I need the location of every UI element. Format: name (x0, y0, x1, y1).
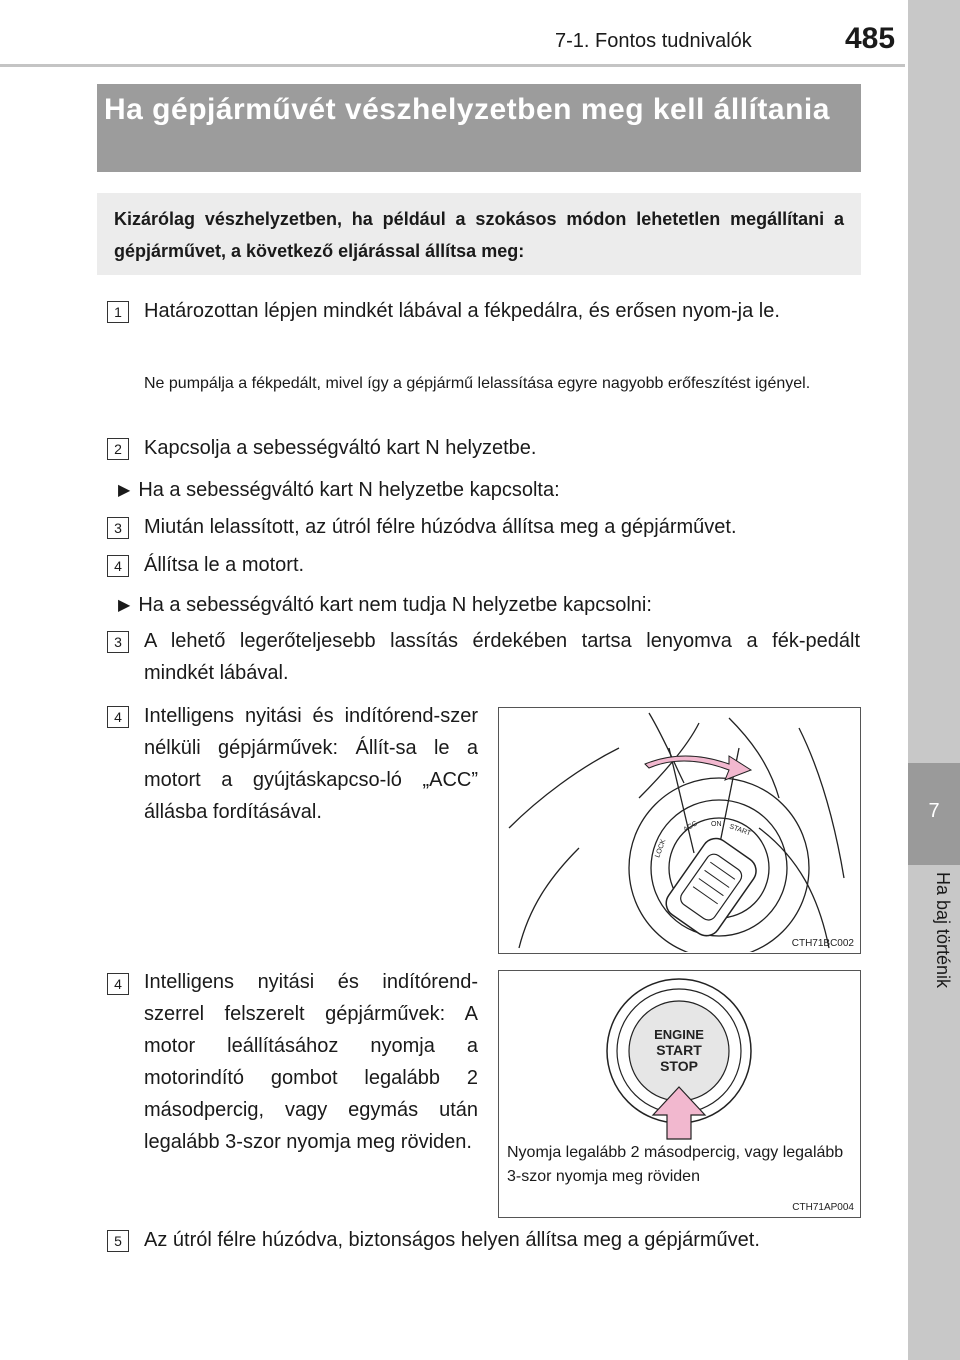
step-text: Az útról félre húzódva, biztonságos helyen állítsa meg a gépjárművet. (144, 1229, 760, 1251)
condition-heading: ▶ Ha a sebességváltó kart nem tudja N helyzetbe kapcsolni: (118, 594, 652, 616)
header-divider (0, 64, 905, 67)
step-number-badge: 3 (107, 631, 129, 653)
button-label-stop: STOP (660, 1058, 698, 1074)
button-label-engine: ENGINE (654, 1027, 704, 1042)
step-text: Miután lelassított, az útról félre húzódva állítsa meg a gépjárművet. (144, 516, 737, 538)
button-label-start: START (656, 1042, 702, 1058)
step-number-badge: 4 (107, 706, 129, 728)
step-text: Állítsa le a motort. (144, 554, 305, 576)
ignition-switch-figure (498, 707, 861, 954)
step-text: Kapcsolja a sebességváltó kart N helyzetbe. (144, 437, 537, 459)
side-section-label: Ha baj történik (933, 872, 953, 989)
triangle-bullet-icon: ▶ (118, 482, 131, 499)
step-number-badge: 2 (107, 438, 129, 460)
side-thumb-strip (908, 0, 960, 1360)
figure-caption: Nyomja legalább 2 másodpercig, vagy legalább 3-szor nyomja meg röviden (507, 1144, 844, 1185)
step-number-badge: 4 (107, 973, 129, 995)
step-number-badge: 3 (107, 517, 129, 539)
engine-start-button-figure (498, 970, 861, 1218)
switch-label-start: START (728, 823, 752, 838)
triangle-bullet-icon: ▶ (118, 597, 131, 614)
side-chapter-number: 7 (928, 800, 940, 822)
section-title: Ha gépjárművét vészhelyzetben meg kell állítania (104, 93, 830, 126)
step-number-badge: 4 (107, 555, 129, 577)
step-note: Ne pumpálja a fékpedált, mivel így a gépjármű lelassítása egyre nagyobb erőfeszítést igényel. (144, 375, 811, 392)
figure-code: CTH71BC002 (791, 938, 854, 949)
condition-heading: ▶ Ha a sebességváltó kart N helyzetbe kapcsolta: (118, 479, 560, 501)
switch-label-on: ON (711, 821, 722, 828)
running-header-section: 7-1. Fontos tudnivalók (555, 30, 752, 52)
step-text: A lehető legerőteljesebb lassítás érdekében tartsa lenyomva a fék-pedált mindkét lábával. (144, 630, 860, 684)
step-text: Intelligens nyitási és indítórend-szerrel felszerelt gépjárművek: A motor leállításához nyomja a motorindító gombot legalább 2 másodpercig, vagy egymás után legalább 3-szor nyomja meg röviden. (144, 971, 478, 1153)
switch-label-lock: LOCK (654, 838, 668, 859)
engine-start-button-illustration (499, 971, 859, 1141)
step-text: Intelligens nyitási és indítórend-szer nélküli gépjárművek: Állít-sa le a motort a gyújtáskapcso-ló „ACC” állásba fordításával. (144, 705, 478, 823)
step-number-badge: 5 (107, 1230, 129, 1252)
step-text: Határozottan lépjen mindkét lábával a fékpedálra, és erősen nyom-ja le. (144, 300, 780, 322)
figure-code: CTH71AP004 (792, 1202, 854, 1213)
intro-text: Kizárólag vészhelyzetben, ha például a szokásos módon lehetetlen megállítani a gépjárművet, a következő eljárással állítsa meg: (114, 209, 844, 261)
page-number: 485 (845, 22, 896, 55)
step-number-badge: 1 (107, 301, 129, 323)
ignition-switch-illustration (499, 708, 859, 952)
switch-label-acc: ACC (682, 820, 699, 834)
